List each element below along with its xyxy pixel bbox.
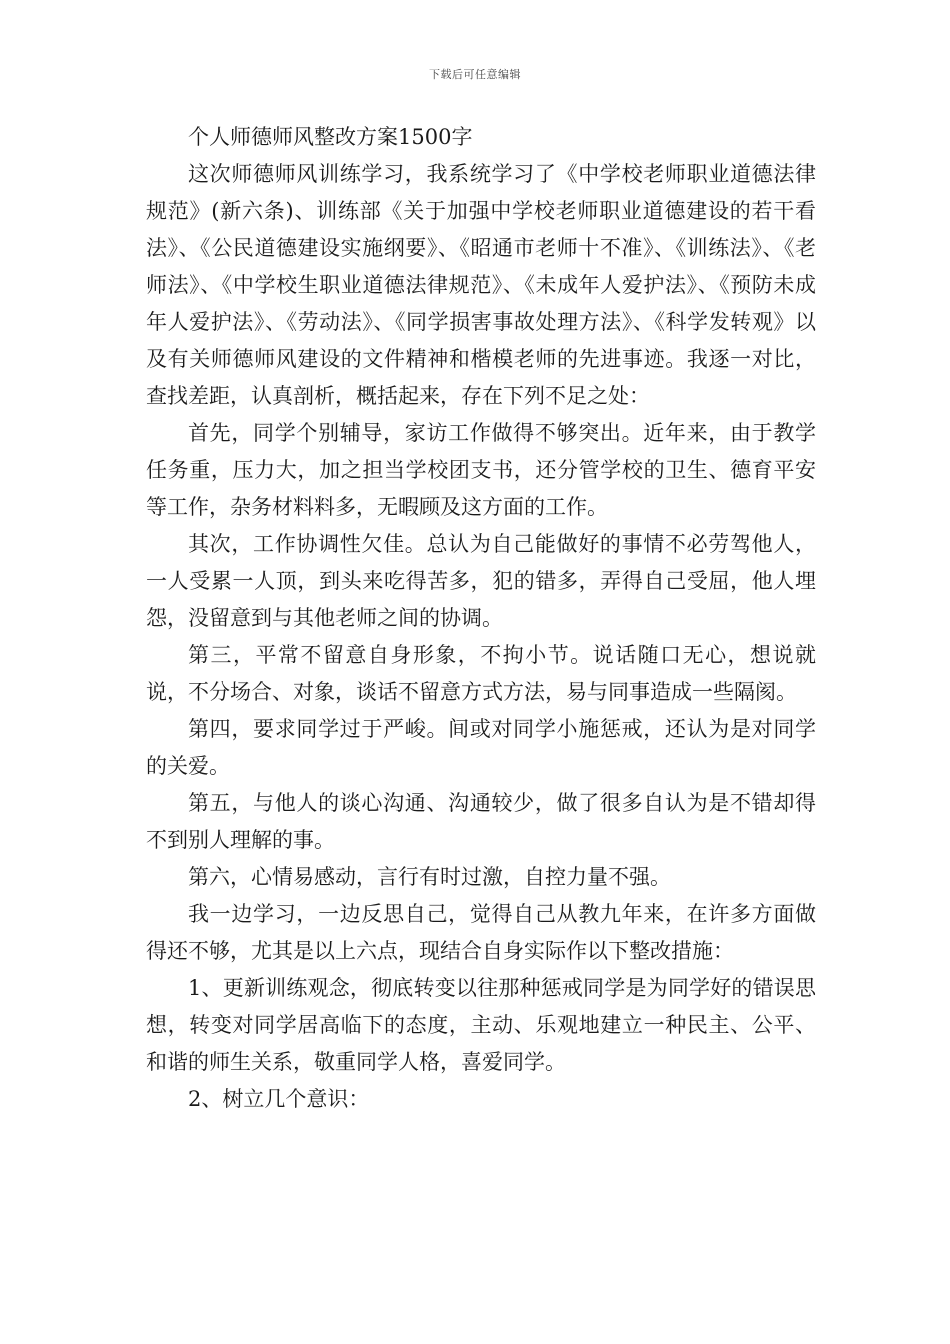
paragraph-measure-1: 1、更新训练观念，彻底转变以往那种惩戒同学是为同学好的错误思想，转变对同学居高临下的态度，主动、乐观地建立一种民主、公平、和谐的师生关系，敬重同学人格，喜爱同学。 (146, 976, 816, 1074)
paragraph-reflection: 我一边学习，一边反思自己，觉得自己从教九年来，在许多方面做得还不够，尤其是以上六点，现结合自身实际作以下整改措施： (146, 902, 816, 963)
paragraph-measure-2: 2、树立几个意识： (188, 1087, 370, 1111)
paragraph-sixth-issue: 第六，心情易感动，言行有时过激，自控力量不强。 (188, 865, 671, 889)
paragraph-fourth-issue: 第四，要求同学过于严峻。间或对同学小施惩戒，还认为是对同学的关爱。 (146, 717, 816, 778)
page-header: 下载后可任意编辑 (429, 68, 521, 81)
paragraph-intro: 这次师德师风训练学习，我系统学习了《中学校老师职业道德法律规范》(新六条)、训练部《关于加强中学校老师职业道德建设的若干看法》、《公民道德建设实施纲要》、《昭通市老师十不准》、《训练法》、《老师法》、《中学校生职业道德法律规范》、《未成年人爱护法》、《预防未成年人爱护法》、《劳动法》、《同学损害事故处理方法》、《科学发转观》以及有关师德师风建设的文件精神和楷模老师的先进事迹。我逐一对比，查找差距，认真剖析，概括起来，存在下列不足之处： (146, 162, 816, 408)
paragraph-second-issue: 其次，工作协调性欠佳。总认为自己能做好的事情不必劳驾他人，一人受累一人顶，到头来吃得苦多，犯的错多，弄得自己受屈，他人埋怨，没留意到与其他老师之间的协调。 (146, 532, 816, 630)
paragraph-fifth-issue: 第五，与他人的谈心沟通、沟通较少，做了很多自认为是不错却得不到别人理解的事。 (146, 791, 816, 852)
paragraph-first-issue: 首先，同学个别辅导，家访工作做得不够突出。近年来，由于教学任务重，压力大，加之担当学校团支书，还分管学校的卫生、德育平安等工作，杂务材料料多，无暇顾及这方面的工作。 (146, 421, 816, 519)
document-title: 个人师德师风整改方案1500字 (188, 125, 473, 149)
document-body (146, 119, 816, 1118)
paragraph-third-issue: 第三，平常不留意自身形象，不拘小节。说话随口无心，想说就说，不分场合、对象，谈话不留意方式方法，易与同事造成一些隔阂。 (146, 643, 816, 704)
